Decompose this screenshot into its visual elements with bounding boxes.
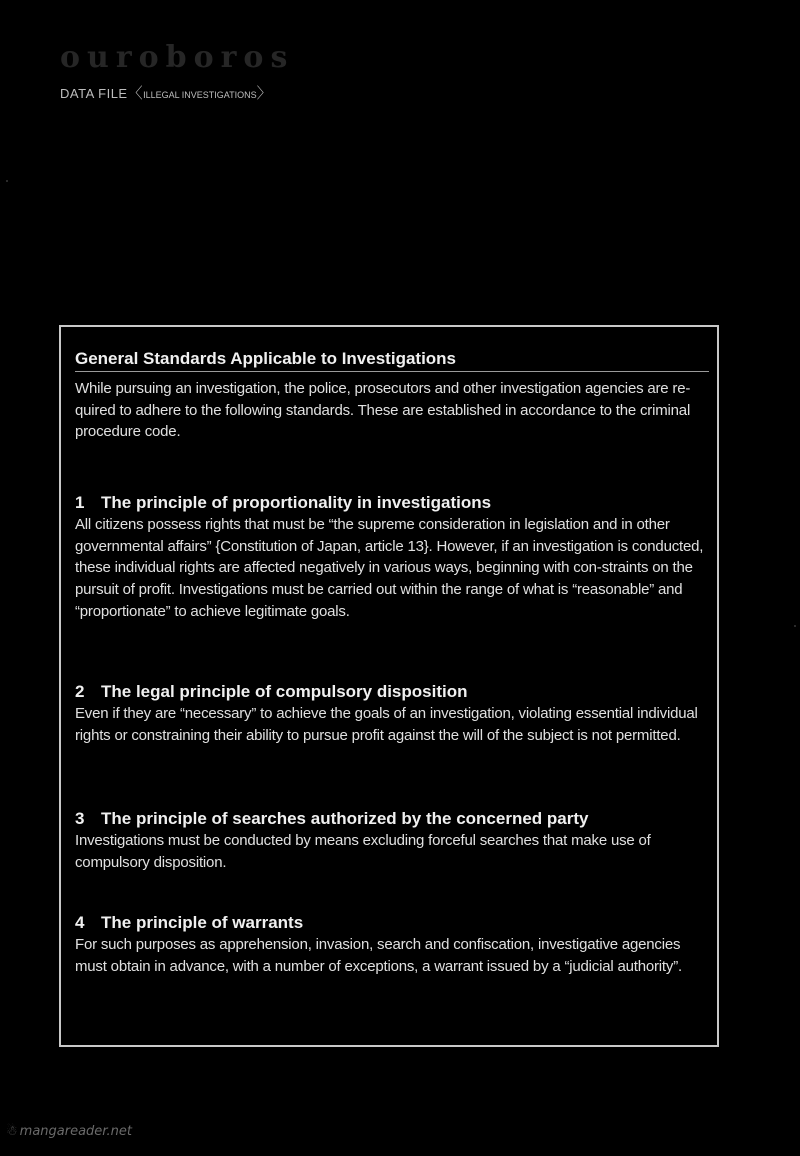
section-title: The principle of searches authorized by the concerned party (101, 809, 589, 828)
section-heading (75, 493, 715, 513)
site-watermark (6, 1124, 132, 1139)
section-body: All citizens possess rights that must be “the supreme consideration in legislation and in other governmental affairs” {Constitution of Japan, article 13}. However, if an investigation is conducted, these individual rights are affected negatively in various ways, beginning with con-straints on the pursuit of profit. Investigations must be carried out within the range of what is “reasonable” and “proportionate” to achieve legitimate goals. (75, 516, 704, 620)
series-logo: ouroboros (60, 40, 295, 75)
panel-heading: General Standards Applicable to Investigations (75, 349, 709, 372)
subtitle-open-bracket: 〈 (127, 85, 144, 102)
section-number: 1 (75, 493, 85, 512)
section-body: For such purposes as apprehension, invasion, search and confiscation, investigative agencies must obtain in advance, with a number of exceptions, a warrant issued by a “judicial authority”. (75, 936, 682, 975)
section-body: Investigations must be conducted by means excluding forceful searches that make use of compulsory disposition. (75, 832, 651, 871)
mascot-icon: ☃ (6, 1124, 18, 1139)
section-heading (75, 913, 715, 933)
section-heading (75, 809, 715, 829)
section-warrants (75, 913, 715, 977)
panel-intro: While pursuing an investigation, the police, prosecutors and other investigation agencies are re-quired to adhere to the following standards. These are established in accordance to the criminal procedure code. (75, 380, 691, 441)
section-title: The legal principle of compulsory disposition (101, 682, 468, 701)
section-title: The principle of warrants (101, 913, 304, 932)
section-number: 3 (75, 809, 85, 828)
watermark-text: mangareader.net (19, 1124, 132, 1139)
subtitle-detail: ILLEGAL INVESTIGATIONS (143, 90, 257, 100)
subtitle-main: DATA FILE (60, 86, 128, 101)
section-body: Even if they are “necessary” to achieve the goals of an investigation, violating essential individual rights or constraining their ability to pursue profit against the will of the subject is not permitted. (75, 705, 698, 744)
section-title: The principle of proportionality in investigations (101, 493, 492, 512)
speck (794, 625, 796, 627)
section-authorized-searches (75, 809, 715, 873)
subtitle-close-bracket: 〉 (256, 85, 273, 102)
data-file-subtitle (60, 82, 272, 103)
standards-panel (59, 325, 719, 1047)
section-compulsory-disposition (75, 682, 715, 746)
section-number: 4 (75, 913, 85, 932)
section-heading (75, 682, 715, 702)
section-proportionality (75, 493, 715, 623)
speck (6, 180, 8, 182)
section-number: 2 (75, 682, 85, 701)
